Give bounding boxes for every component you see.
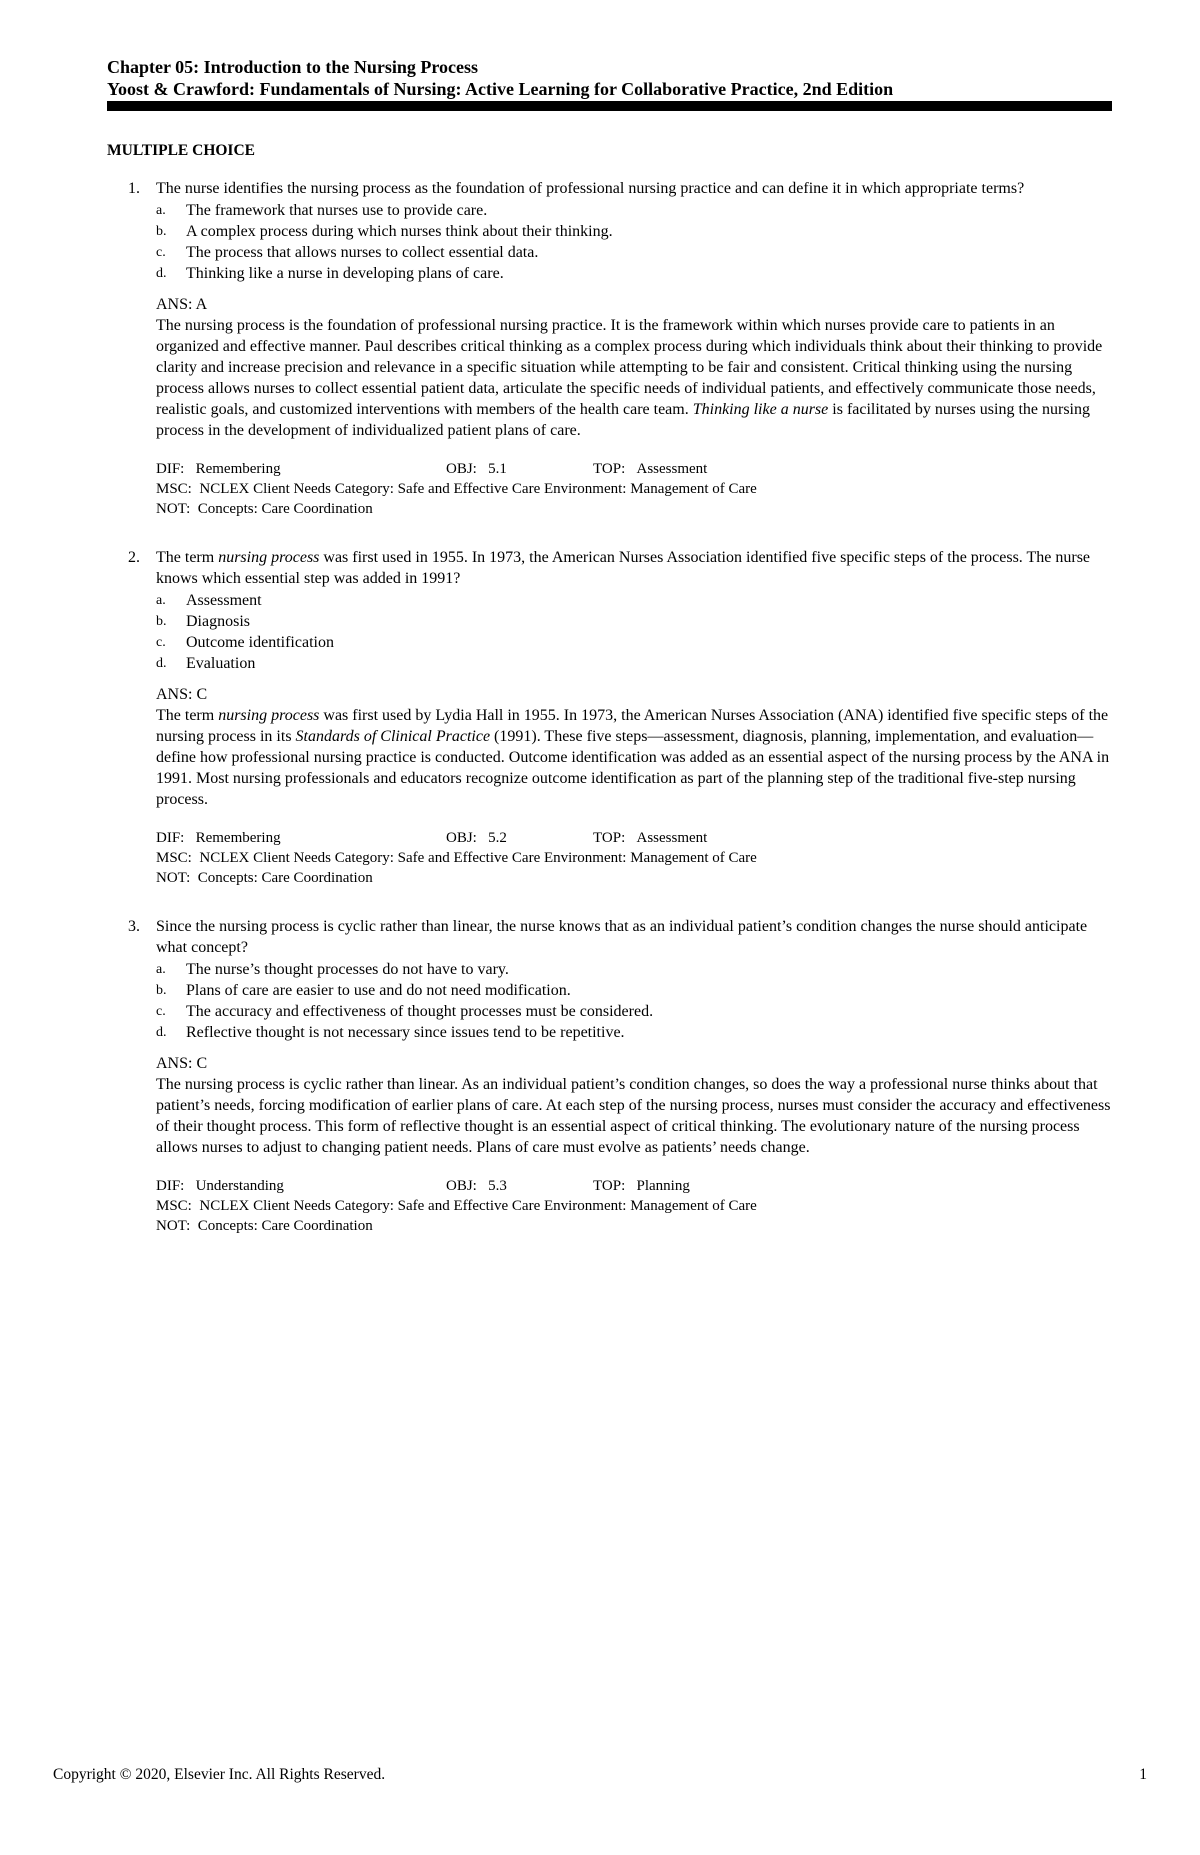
option-text: The process that allows nurses to collect essential data. bbox=[186, 244, 539, 261]
question-stem: Since the nursing process is cyclic rather than linear, the nurse knows that as an individual patient’s condition changes the nurse should anticipate what concept? bbox=[156, 918, 1088, 956]
page-number: 1 bbox=[1139, 1766, 1147, 1783]
question-2 bbox=[107, 547, 1112, 888]
obj-field: OBJ: 5.3 bbox=[446, 1178, 507, 1194]
rationale-emphasis: Standards of Clinical Practice bbox=[295, 728, 491, 745]
not-field: NOT: Concepts: Care Coordination bbox=[156, 1218, 373, 1234]
option-b bbox=[156, 611, 1112, 632]
answer-options bbox=[156, 590, 1112, 674]
option-b bbox=[156, 980, 1112, 1001]
dif-field: DIF: Remembering bbox=[156, 830, 281, 846]
not-field: NOT: Concepts: Care Coordination bbox=[156, 870, 373, 886]
option-letter: b. bbox=[156, 614, 167, 629]
option-text: A complex process during which nurses think about their thinking. bbox=[186, 223, 613, 240]
option-letter: a. bbox=[156, 593, 166, 608]
option-letter: d. bbox=[156, 656, 167, 671]
book-title: Yoost & Crawford: Fundamentals of Nursing: Active Learning for Collaborative Practice, 2nd Edition bbox=[107, 79, 894, 99]
obj-field: OBJ: 5.2 bbox=[446, 830, 507, 846]
rationale-text: The nursing process is the foundation of professional nursing practice. It is the framework within which nurses provide care to patients in an organized and effective manner. Paul describes critical thinking as a complex process during which individuals think about their thinking to provide clarity and increase precision and relevance in a specific situation while attempting to be fair and consistent. Critical thinking using the nursing process allows nurses to collect essential patient data, articulate the specific needs of individual patients, and effectively communicate those needs, realistic goals, and customized interventions with members of the health care team. bbox=[156, 317, 1103, 418]
option-a bbox=[156, 959, 1112, 980]
option-d bbox=[156, 1022, 1112, 1043]
option-letter: b. bbox=[156, 983, 167, 998]
option-text: Evaluation bbox=[186, 655, 256, 672]
option-letter: c. bbox=[156, 1004, 166, 1019]
obj-field: OBJ: 5.1 bbox=[446, 461, 507, 477]
option-letter: a. bbox=[156, 203, 166, 218]
dif-field: DIF: Remembering bbox=[156, 461, 281, 477]
header-rule bbox=[107, 101, 1112, 111]
option-letter: a. bbox=[156, 962, 166, 977]
option-letter: c. bbox=[156, 635, 166, 650]
question-number: 3. bbox=[128, 918, 140, 935]
chapter-title: Chapter 05: Introduction to the Nursing Process bbox=[107, 57, 479, 77]
rationale-text: is facilitated by nurses using the nursing process in the development of individualized patient plans of care. bbox=[156, 401, 1090, 439]
question-metadata bbox=[156, 828, 1112, 888]
rationale: The term nursing process was first used by Lydia Hall in 1955. In 1973, the American Nurses Association (ANA) identified five specific steps of the nursing process in its Standards of Clinical Practice (1991). These five steps—assessment, diagnosis, planning, implementation, and evaluation—define how professional nursing practice is conducted. Outcome identification was added as an essential aspect of the nursing process by the ANA in 1991. Most nursing professionals and educators recognize outcome identification as part of the planning step of the traditional five-step nursing process. bbox=[156, 707, 1110, 808]
answer-key: ANS: A bbox=[156, 296, 208, 313]
option-letter: c. bbox=[156, 245, 166, 260]
rationale-text: The nursing process is cyclic rather than linear. As an individual patient’s condition changes, so does the way a professional nurse thinks about that patient’s needs, forcing modification of earlier plans of care. At each step of the nursing process, nurses must consider the accuracy and effectiveness of their thought process. This form of reflective thought is an essential aspect of critical thinking. The evolutionary nature of the nursing process allows nurses to adjust to changing patient needs. Plans of care must evolve as patients’ needs change. bbox=[156, 1076, 1111, 1156]
top-field: TOP: Assessment bbox=[593, 830, 708, 846]
rationale bbox=[156, 1074, 1112, 1158]
option-letter: d. bbox=[156, 266, 167, 281]
not-field: NOT: Concepts: Care Coordination bbox=[156, 501, 373, 517]
option-b bbox=[156, 221, 1112, 242]
question-metadata bbox=[156, 1176, 1112, 1236]
question-number: 2. bbox=[128, 549, 140, 566]
stem-emphasis: nursing process bbox=[218, 549, 320, 566]
option-letter: b. bbox=[156, 224, 167, 239]
rationale bbox=[156, 315, 1112, 441]
dif-field: DIF: Understanding bbox=[156, 1178, 284, 1194]
option-text: Outcome identification bbox=[186, 634, 334, 651]
option-text: The framework that nurses use to provide care. bbox=[186, 202, 488, 219]
option-text: Thinking like a nurse in developing plans of care. bbox=[186, 265, 504, 282]
question-stem: The term nursing process was first used in 1955. In 1973, the American Nurses Association identified five specific steps of the process. The nurse knows which essential step was added in 1991? bbox=[156, 549, 1091, 587]
question-number: 1. bbox=[128, 180, 140, 197]
rationale-emphasis: nursing process bbox=[218, 707, 320, 724]
copyright-notice: Copyright © 2020, Elsevier Inc. All Rights Reserved. bbox=[53, 1766, 386, 1783]
top-field: TOP: Planning bbox=[593, 1178, 690, 1194]
option-a bbox=[156, 590, 1112, 611]
option-c bbox=[156, 242, 1112, 263]
top-field: TOP: Assessment bbox=[593, 461, 708, 477]
msc-field: MSC: NCLEX Client Needs Category: Safe and Effective Care Environment: Management of Care bbox=[156, 481, 757, 497]
option-text: The accuracy and effectiveness of thought processes must be considered. bbox=[186, 1003, 654, 1020]
question-3 bbox=[107, 916, 1112, 1236]
option-a bbox=[156, 200, 1112, 221]
option-text: Assessment bbox=[186, 592, 262, 609]
document-header bbox=[107, 56, 1112, 100]
msc-field: MSC: NCLEX Client Needs Category: Safe and Effective Care Environment: Management of Care bbox=[156, 1198, 757, 1214]
answer-options bbox=[156, 959, 1112, 1043]
rationale-emphasis: Thinking like a nurse bbox=[692, 401, 829, 418]
question-1 bbox=[107, 178, 1112, 519]
answer-key: ANS: C bbox=[156, 1055, 208, 1072]
option-letter: d. bbox=[156, 1025, 167, 1040]
option-d bbox=[156, 653, 1112, 674]
option-text: The nurse’s thought processes do not have to vary. bbox=[186, 961, 509, 978]
option-text: Diagnosis bbox=[186, 613, 250, 630]
answer-key: ANS: C bbox=[156, 686, 208, 703]
option-text: Reflective thought is not necessary since issues tend to be repetitive. bbox=[186, 1024, 625, 1041]
answer-options bbox=[156, 200, 1112, 284]
question-metadata bbox=[156, 459, 1112, 519]
question-stem: The nurse identifies the nursing process as the foundation of professional nursing practice and can define it in which appropriate terms? bbox=[156, 180, 1025, 197]
option-d bbox=[156, 263, 1112, 284]
option-text: Plans of care are easier to use and do not need modification. bbox=[186, 982, 571, 999]
msc-field: MSC: NCLEX Client Needs Category: Safe and Effective Care Environment: Management of Care bbox=[156, 850, 757, 866]
question-list bbox=[107, 178, 1112, 1264]
section-title: MULTIPLE CHOICE bbox=[107, 142, 255, 159]
option-c bbox=[156, 632, 1112, 653]
option-c bbox=[156, 1001, 1112, 1022]
